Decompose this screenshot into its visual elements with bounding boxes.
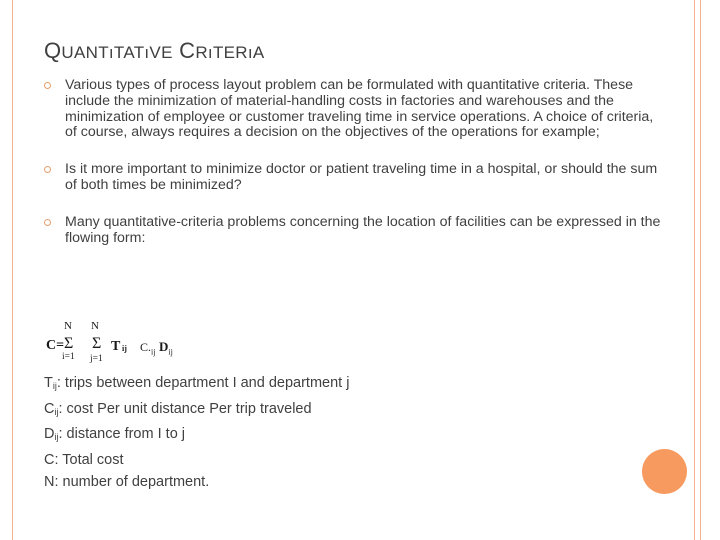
def-text: : trips between department I and department j: [56, 375, 350, 391]
bullet-circle-icon: [44, 219, 51, 226]
title-rest-1: UANTıTATıVE: [61, 43, 173, 62]
definition-line: [44, 372, 349, 398]
formula-t-subscript: ij: [122, 344, 127, 353]
formula-c: [140, 340, 155, 356]
bullet-text: Many quantitative-criteria problems concerning the location of facilities can be expressed in the flowing form:: [65, 213, 661, 246]
def-text: : number of department.: [54, 474, 210, 490]
right-border-line-inner: [700, 0, 701, 540]
def-subscript: ij: [54, 406, 59, 417]
definition-line: [44, 449, 349, 472]
def-text: : cost Per unit distance Per trip traveled: [58, 400, 312, 417]
def-subscript: ij: [52, 381, 57, 391]
definition-line: [44, 423, 349, 449]
bullet-item: [44, 215, 666, 247]
formula-d-symbol: D: [159, 339, 169, 354]
formula-sigma-2: Σ: [92, 335, 102, 352]
formula-c-symbol: C.: [140, 340, 152, 354]
decorative-orange-circle: [642, 449, 687, 494]
formula-lower-limit-2: j=1: [90, 354, 103, 364]
title-cap-2: C: [179, 38, 196, 63]
left-border-line: [12, 0, 13, 540]
formula-d-subscript: ij: [168, 347, 173, 357]
def-subscript: ij: [54, 432, 59, 442]
def-text: : distance from I to j: [58, 426, 186, 442]
formula-lower-limit-1: i=1: [62, 352, 75, 362]
formula-t: T: [111, 339, 121, 354]
def-symbol: N: [44, 474, 55, 490]
def-symbol: C: [44, 400, 55, 417]
right-border-line-outer: [694, 0, 695, 540]
cost-formula: [44, 318, 194, 366]
formula-c-subscript: ij: [151, 347, 156, 357]
def-symbol: C: [44, 451, 55, 468]
slide-title: [44, 38, 265, 64]
bullet-item: [44, 78, 666, 141]
formula-upper-limit-1: N: [64, 320, 72, 332]
formula-lhs: C=: [46, 338, 65, 353]
formula-d: [159, 339, 173, 357]
def-text: : Total cost: [54, 451, 124, 468]
definition-line: [44, 471, 349, 494]
definitions-list: [44, 372, 349, 494]
title-cap-1: Q: [44, 38, 62, 63]
bullet-circle-icon: [44, 166, 51, 173]
bullet-item: [44, 162, 666, 194]
bullet-list: [44, 78, 666, 246]
formula-sigma-1: Σ: [64, 335, 74, 352]
def-symbol: D: [44, 426, 55, 442]
formula-upper-limit-2: N: [91, 320, 99, 332]
bullet-circle-icon: [44, 82, 51, 89]
title-rest-2: RıTERıA: [195, 43, 265, 62]
definition-line: [44, 398, 349, 424]
bullet-text: Is it more important to minimize doctor or patient traveling time in a hospital, or should the sum of both times be minimized?: [65, 161, 658, 193]
bullet-text: Various types of process layout problem can be formulated with quantitative criteria. These include the minimization of material-handling costs in factories and warehouses and the minimization of employee or customer traveling time in service operations. A choice of criteria, of course, always requires a decision on the objectives of the operations for example;: [65, 77, 654, 141]
def-symbol: T: [44, 375, 53, 391]
